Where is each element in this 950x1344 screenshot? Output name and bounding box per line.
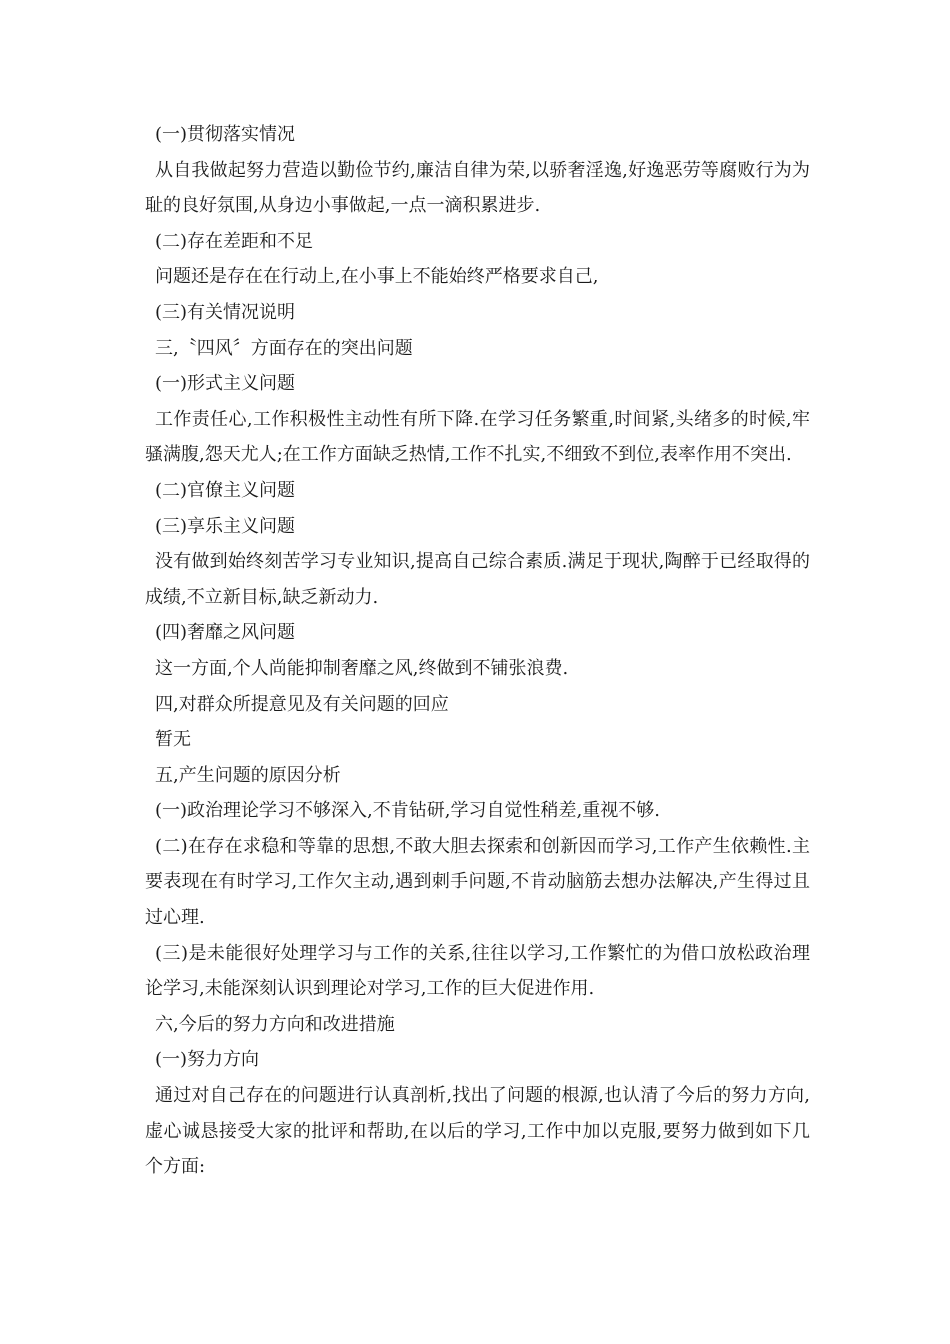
subheading-hedonism: (三)享乐主义问题	[155, 515, 296, 537]
body-paragraph: 暂无	[155, 729, 191, 751]
section-heading-improvements: 六,今后的努力方向和改进措施	[155, 1013, 395, 1035]
subheading-gaps: (二)存在差距和不足	[155, 230, 314, 252]
subheading-explanation: (三)有关情况说明	[155, 301, 296, 323]
document-body	[145, 117, 810, 1185]
body-paragraph: 问题还是存在在行动上,在小事上不能始终严格要求自己,	[155, 266, 599, 288]
body-paragraph: 工作责任心,工作积极性主动性有所下降.在学习任务繁重,时间紧,头绪多的时候,牢骚满腹,怨天尤人;在工作方面缺乏热情,工作不扎实,不细致不到位,表率作用不突出.	[145, 408, 810, 466]
section-heading-causes: 五,产生问题的原因分析	[155, 764, 341, 786]
subheading-formalism: (一)形式主义问题	[155, 373, 296, 395]
subheading-extravagance: (四)奢靡之风问题	[155, 622, 296, 644]
subheading-bureaucratism: (二)官僚主义问题	[155, 479, 296, 501]
subheading-direction: (一)努力方向	[155, 1049, 260, 1071]
subheading-implementation: (一)贯彻落实情况	[155, 124, 296, 145]
section-heading-four-winds: 三,〝四风〞方面存在的突出问题	[155, 337, 413, 359]
section-heading-responses: 四,对群众所提意见及有关问题的回应	[155, 693, 449, 715]
body-paragraph: (二)在存在求稳和等靠的思想,不敢大胆去探索和创新因而学习,工作产生依赖性.主要表现在有时学习,工作欠主动,遇到刺手问题,不肯动脑筋去想办法解决,产生得过且过心理.	[145, 835, 810, 929]
body-paragraph: (一)政治理论学习不够深入,不肯钻研,学习自觉性稍差,重视不够.	[155, 800, 660, 822]
body-paragraph: 通过对自己存在的问题进行认真剖析,找出了问题的根源,也认清了今后的努力方向,虚心诚恳接受大家的批评和帮助,在以后的学习,工作中加以克服,要努力做到如下几个方面:	[145, 1085, 810, 1178]
body-paragraph: 这一方面,个人尚能抑制奢靡之风,终做到不铺张浪费.	[155, 657, 569, 679]
body-paragraph: 没有做到始终刻苦学习专业知识,提高自己综合素质.满足于现状,陶醉于已经取得的成绩,不立新目标,缺乏新动力.	[145, 551, 810, 608]
body-paragraph: (三)是未能很好处理学习与工作的关系,往往以学习,工作繁忙的为借口放松政治理论学习,未能深刻认识到理论对学习,工作的巨大促进作用.	[145, 942, 810, 1000]
body-paragraph: 从自我做起努力营造以勤俭节约,廉洁自律为荣,以骄奢淫逸,好逸恶劳等腐败行为为耻的良好氛围,从身边小事做起,一点一滴积累进步.	[145, 159, 810, 217]
